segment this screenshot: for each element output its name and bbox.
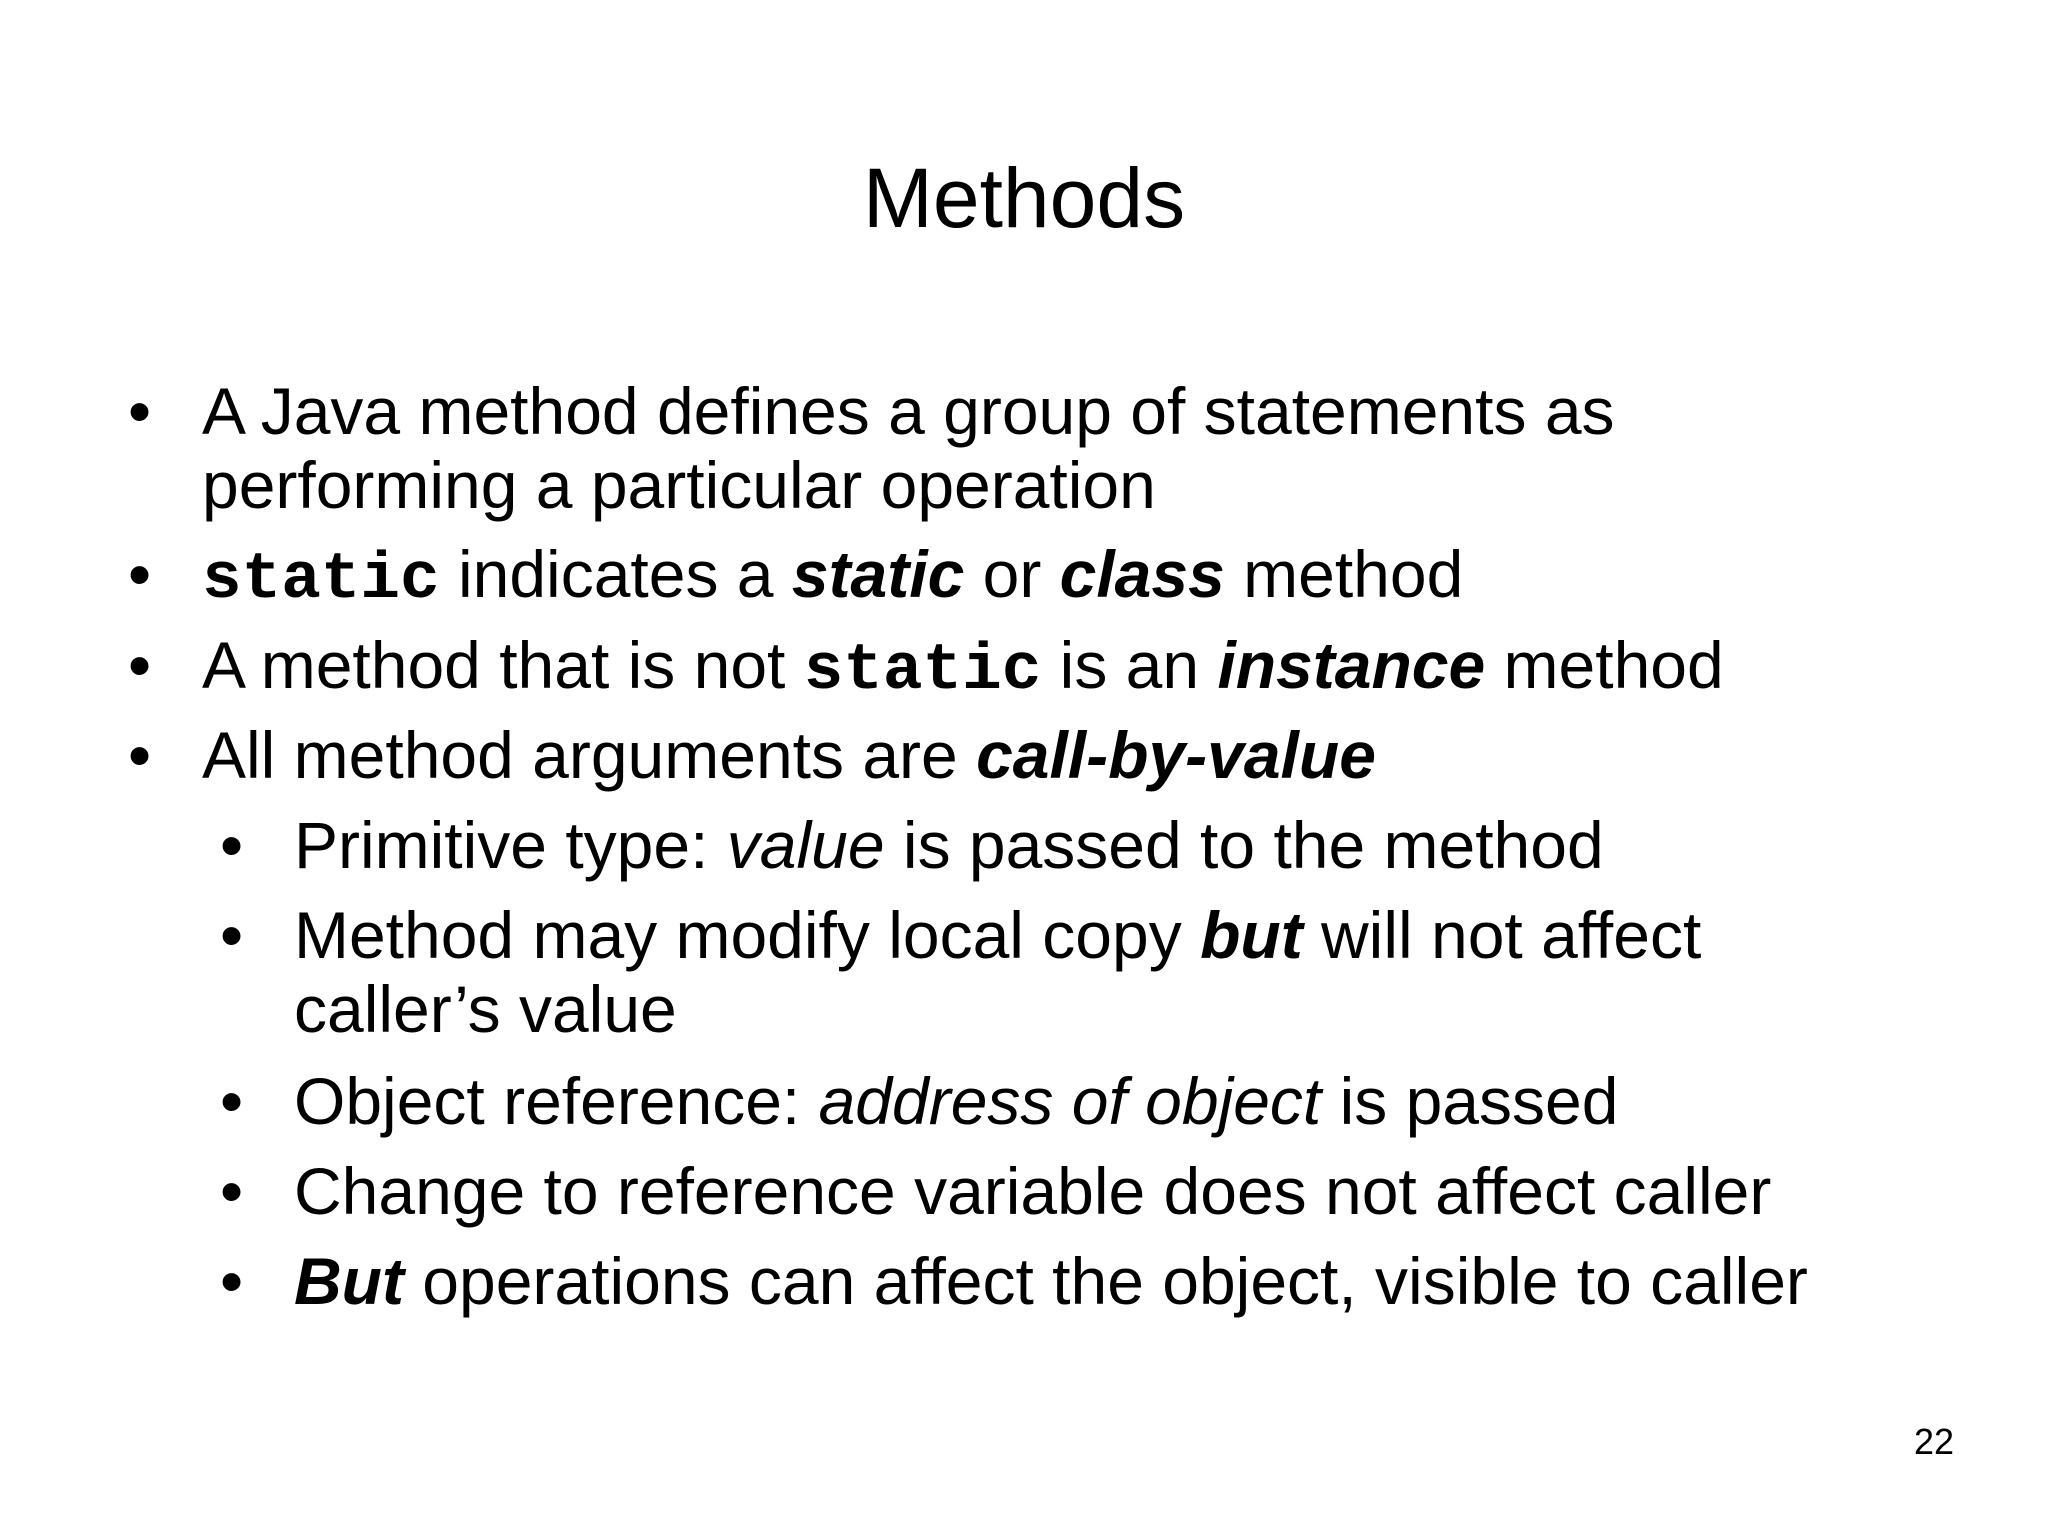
bullet-method-definition-continued: [202, 446, 1156, 524]
text-run: will not affect: [1302, 898, 1702, 972]
bullet-dot: •: [128, 537, 152, 611]
code-static: static: [803, 633, 1042, 708]
bullet-text-line2: performing a particular operation: [202, 448, 1156, 522]
bullet-dot: •: [220, 898, 244, 972]
text-run: Primitive type:: [294, 808, 727, 882]
slide-title: Methods: [862, 151, 1186, 245]
subbullet-object-reference: [220, 1062, 1619, 1140]
bullet-static-indicates: [128, 535, 1464, 619]
text-run: All method arguments are: [202, 718, 977, 792]
emphasis-but: but: [1200, 898, 1303, 972]
subbullet-modify-local-copy-continued: [294, 970, 677, 1048]
page-number: 22: [1913, 1421, 1954, 1462]
emphasis-but: But: [294, 1244, 404, 1318]
bullet-dot: •: [128, 718, 152, 792]
emphasis-address-of-object: address of object: [818, 1064, 1322, 1138]
text-run: method: [1485, 628, 1724, 702]
emphasis-static: static: [791, 537, 965, 611]
text-run: Method may modify local copy: [294, 898, 1201, 972]
text-run: is passed: [1321, 1064, 1619, 1138]
emphasis-call-by-value: call-by-value: [976, 718, 1376, 792]
subbullet-operations-affect-object: [220, 1242, 1808, 1320]
subbullet-reference-variable: [220, 1152, 1772, 1230]
text-run: indicates a: [439, 537, 792, 611]
bullet-instance-method: [128, 626, 1724, 710]
bullet-text-line1: A Java method defines a group of statements as: [202, 374, 1615, 448]
text-run: Object reference:: [294, 1064, 819, 1138]
text-run: method: [1224, 537, 1464, 611]
emphasis-instance: instance: [1217, 628, 1486, 702]
bullet-call-by-value: [128, 716, 1376, 794]
code-static: static: [202, 542, 440, 617]
bullet-dot: •: [220, 1244, 244, 1318]
text-run: A method that is not: [202, 628, 804, 702]
bullet-dot: •: [128, 374, 152, 448]
text-run: is an: [1041, 628, 1218, 702]
text-run: Change to reference variable does not affect caller: [294, 1154, 1772, 1228]
emphasis-class: class: [1059, 537, 1225, 611]
text-run: operations can affect the object, visible to caller: [403, 1244, 1808, 1318]
subbullet-primitive-type: [220, 806, 1604, 884]
text-run: caller’s value: [294, 972, 677, 1046]
emphasis-value: value: [726, 808, 885, 882]
bullet-dot: •: [220, 1154, 244, 1228]
subbullet-modify-local-copy: [220, 896, 1702, 974]
bullet-dot: •: [128, 628, 152, 702]
text-run: is passed to the method: [884, 808, 1604, 882]
text-run: or: [964, 537, 1060, 611]
bullet-method-definition: [128, 372, 1615, 450]
bullet-dot: •: [220, 808, 244, 882]
bullet-dot: •: [220, 1064, 244, 1138]
